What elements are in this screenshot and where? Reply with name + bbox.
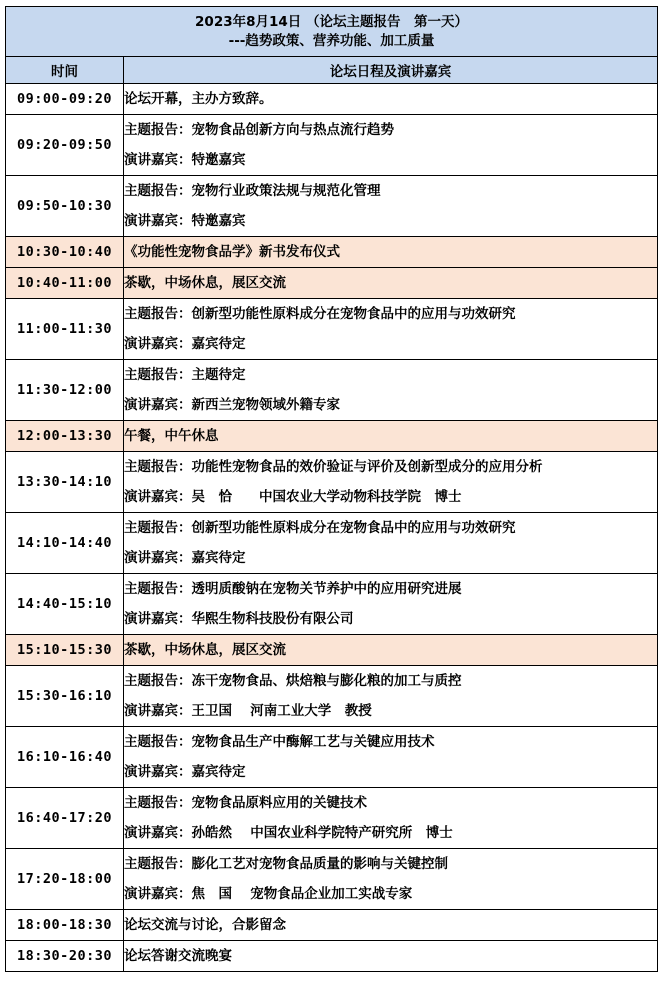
schedule-row — [6, 452, 658, 513]
agenda-topic: 主题报告：创新型功能性原料成分在宠物食品中的应用与功效研究 — [124, 520, 516, 536]
agenda-speaker: 演讲嘉宾：吴 恰 中国农业大学动物科技学院 博士 — [124, 489, 462, 505]
agenda-topic: 《功能性宠物食品学》新书发布仪式 — [124, 244, 340, 260]
time-cell: 18:30-20:30 — [6, 941, 124, 972]
time-cell: 09:20-09:50 — [6, 115, 124, 176]
agenda-topic: 午餐，中午休息 — [124, 428, 219, 444]
agenda-topic: 主题报告：宠物食品创新方向与热点流行趋势 — [124, 122, 394, 138]
agenda-topic: 茶歇，中场休息，展区交流 — [124, 642, 286, 658]
header-agenda: 论坛日程及演讲嘉宾 — [124, 57, 658, 84]
time-cell: 12:00-13:30 — [6, 421, 124, 452]
agenda-speaker: 演讲嘉宾：嘉宾待定 — [124, 764, 246, 780]
time-cell: 11:00-11:30 — [6, 299, 124, 360]
schedule-row — [6, 421, 658, 452]
agenda-cell — [124, 452, 658, 513]
agenda-topic: 主题报告：功能性宠物食品的效价验证与评价及创新型成分的应用分析 — [124, 459, 543, 475]
schedule-row — [6, 666, 658, 727]
schedule-row — [6, 941, 658, 972]
time-cell: 11:30-12:00 — [6, 360, 124, 421]
agenda-cell — [124, 666, 658, 727]
time-cell: 09:00-09:20 — [6, 84, 124, 115]
agenda-topic: 主题报告：膨化工艺对宠物食品质量的影响与关键控制 — [124, 856, 448, 872]
schedule-row — [6, 176, 658, 237]
agenda-topic: 论坛交流与讨论，合影留念 — [124, 917, 286, 933]
time-cell: 13:30-14:10 — [6, 452, 124, 513]
time-cell: 16:10-16:40 — [6, 727, 124, 788]
agenda-topic: 论坛答谢交流晚宴 — [124, 948, 232, 964]
agenda-cell — [124, 268, 658, 299]
schedule-row — [6, 910, 658, 941]
title-line-1: 2023年8月14日 （论坛主题报告 第一天） — [195, 13, 468, 30]
agenda-topic: 主题报告：透明质酸钠在宠物关节养护中的应用研究进展 — [124, 581, 462, 597]
agenda-topic: 主题报告：宠物行业政策法规与规范化管理 — [124, 183, 381, 199]
agenda-speaker: 演讲嘉宾：焦 国 宠物食品企业加工实战专家 — [124, 886, 413, 902]
title-cell — [6, 7, 658, 57]
schedule-row — [6, 727, 658, 788]
agenda-speaker: 演讲嘉宾：孙皓然 中国农业科学院特产研究所 博士 — [124, 825, 453, 841]
schedule-rows — [6, 84, 658, 972]
time-cell: 10:30-10:40 — [6, 237, 124, 268]
schedule-row — [6, 849, 658, 910]
header-row — [6, 57, 658, 84]
time-cell: 18:00-18:30 — [6, 910, 124, 941]
agenda-speaker: 演讲嘉宾：嘉宾待定 — [124, 550, 246, 566]
agenda-speaker: 演讲嘉宾：特邀嘉宾 — [124, 213, 246, 229]
schedule-row — [6, 299, 658, 360]
agenda-cell — [124, 910, 658, 941]
schedule-row — [6, 268, 658, 299]
schedule-row — [6, 513, 658, 574]
agenda-cell — [124, 941, 658, 972]
time-cell: 14:40-15:10 — [6, 574, 124, 635]
agenda-cell — [124, 84, 658, 115]
time-cell: 16:40-17:20 — [6, 788, 124, 849]
agenda-cell — [124, 237, 658, 268]
time-cell: 09:50-10:30 — [6, 176, 124, 237]
agenda-cell — [124, 360, 658, 421]
agenda-cell — [124, 574, 658, 635]
agenda-cell — [124, 299, 658, 360]
agenda-cell — [124, 788, 658, 849]
title-row — [6, 7, 658, 57]
agenda-cell — [124, 727, 658, 788]
agenda-topic: 论坛开幕，主办方致辞。 — [124, 91, 273, 107]
agenda-topic: 主题报告：宠物食品生产中酶解工艺与关键应用技术 — [124, 734, 435, 750]
schedule-table — [5, 6, 658, 972]
agenda-topic: 主题报告：冻干宠物食品、烘焙粮与膨化粮的加工与质控 — [124, 673, 462, 689]
time-cell: 17:20-18:00 — [6, 849, 124, 910]
schedule-row — [6, 84, 658, 115]
agenda-topic: 主题报告：创新型功能性原料成分在宠物食品中的应用与功效研究 — [124, 306, 516, 322]
agenda-speaker: 演讲嘉宾：王卫国 河南工业大学 教授 — [124, 703, 372, 719]
agenda-speaker: 演讲嘉宾：特邀嘉宾 — [124, 152, 246, 168]
agenda-cell — [124, 635, 658, 666]
schedule-row — [6, 788, 658, 849]
agenda-speaker: 演讲嘉宾：新西兰宠物领域外籍专家 — [124, 397, 340, 413]
agenda-cell — [124, 176, 658, 237]
schedule-row — [6, 574, 658, 635]
time-cell: 14:10-14:40 — [6, 513, 124, 574]
agenda-speaker: 演讲嘉宾：嘉宾待定 — [124, 336, 246, 352]
schedule-row — [6, 635, 658, 666]
agenda-topic: 茶歇，中场休息，展区交流 — [124, 275, 286, 291]
agenda-speaker: 演讲嘉宾：华熙生物科技股份有限公司 — [124, 611, 354, 627]
agenda-cell — [124, 115, 658, 176]
header-time: 时间 — [6, 57, 124, 84]
agenda-topic: 主题报告：宠物食品原料应用的关键技术 — [124, 795, 367, 811]
time-cell: 15:10-15:30 — [6, 635, 124, 666]
agenda-cell — [124, 849, 658, 910]
schedule-row — [6, 115, 658, 176]
schedule-row — [6, 237, 658, 268]
agenda-topic: 主题报告：主题待定 — [124, 367, 246, 383]
time-cell: 10:40-11:00 — [6, 268, 124, 299]
agenda-cell — [124, 513, 658, 574]
time-cell: 15:30-16:10 — [6, 666, 124, 727]
title-line-2: ---趋势政策、营养功能、加工质量 — [228, 32, 435, 49]
schedule-row — [6, 360, 658, 421]
agenda-cell — [124, 421, 658, 452]
